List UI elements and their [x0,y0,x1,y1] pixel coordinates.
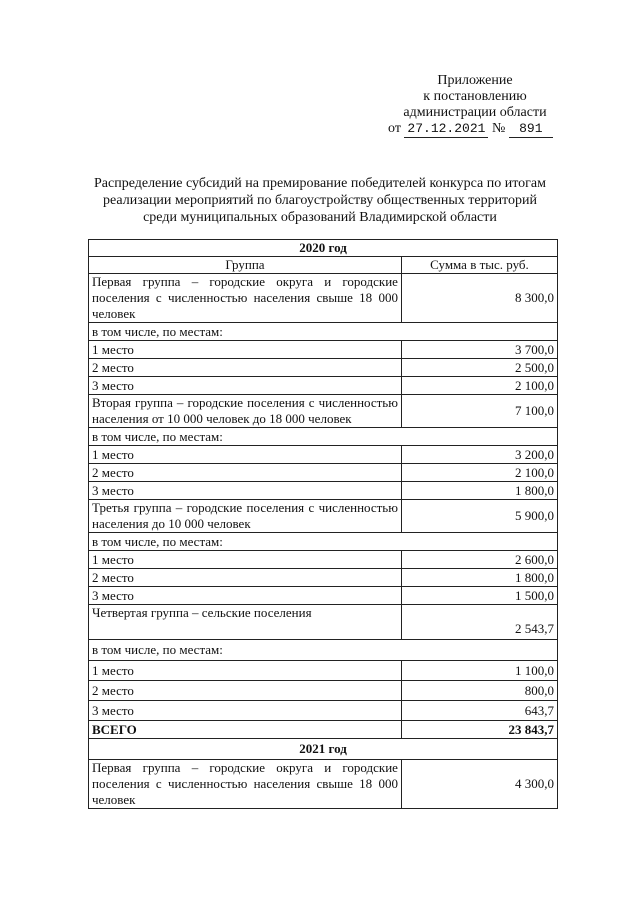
place-label: 1 место [89,661,402,681]
year-2020-header: 2020 год [89,240,558,257]
document-title [80,175,560,226]
appendix-subtitle: к постановлению [423,89,527,104]
total-sum: 23 843,7 [401,721,557,739]
order-line [380,121,570,138]
place-sum: 3 700,0 [401,341,557,359]
table-row [89,274,558,323]
table-row [89,500,558,533]
place-sum: 3 200,0 [401,446,557,464]
table-row [89,240,558,257]
table-row [89,551,558,569]
place-sum: 800,0 [401,681,557,701]
table-row [89,482,558,500]
group-description: Первая группа – городские округа и городские поселения с численностью населения свыше 18 000 человек [89,274,402,323]
place-label: 1 место [89,551,402,569]
order-date: 27.12.2021 [404,121,488,138]
subsidy-table [88,239,558,809]
group-description: Первая группа – городские округа и городские поселения с численностью населения свыше 18 000 человек [89,760,402,809]
place-label: 1 место [89,446,402,464]
number-label: № [491,121,506,136]
place-label: 2 место [89,464,402,482]
place-sum: 1 100,0 [401,661,557,681]
appendix-header [380,73,570,138]
table-row [89,640,558,661]
table-row [89,395,558,428]
place-sum: 2 100,0 [401,464,557,482]
table-row [89,721,558,739]
places-label: в том числе, по местам: [89,323,558,341]
group-sum: 4 300,0 [401,760,557,809]
group-description: Третья группа – городские поселения с численностью населения до 10 000 человек [89,500,402,533]
place-label: 3 место [89,482,402,500]
total-label: ВСЕГО [89,721,402,739]
places-label: в том числе, по местам: [89,533,558,551]
places-label: в том числе, по местам: [89,428,558,446]
appendix-title: Приложение [437,73,513,88]
place-sum: 2 100,0 [401,377,557,395]
group-sum: 2 543,7 [401,605,557,640]
places-label: в том числе, по местам: [89,640,558,661]
table-row [89,661,558,681]
group-sum: 5 900,0 [401,500,557,533]
column-header-sum: Сумма в тыс. руб. [401,257,557,274]
title-line-3: среди муниципальных образований Владимирской области [143,210,497,225]
table-row [89,760,558,809]
title-line-2: реализации мероприятий по благоустройству общественных территорий [103,193,537,208]
table-row [89,701,558,721]
group-sum: 7 100,0 [401,395,557,428]
order-number: 891 [509,121,553,138]
place-label: 2 место [89,359,402,377]
place-sum: 1 800,0 [401,482,557,500]
place-label: 3 место [89,587,402,605]
table-row [89,359,558,377]
table-row [89,605,558,640]
table-row [89,257,558,274]
group-description: Четвертая группа – сельские поселения [89,605,402,640]
table-row [89,681,558,701]
place-label: 2 место [89,569,402,587]
place-label: 3 место [89,701,402,721]
place-sum: 2 600,0 [401,551,557,569]
table-row [89,341,558,359]
table-row [89,323,558,341]
group-sum: 8 300,0 [401,274,557,323]
table-row [89,533,558,551]
column-header-group: Группа [89,257,402,274]
table-row [89,377,558,395]
table-row [89,428,558,446]
place-sum: 2 500,0 [401,359,557,377]
place-sum: 1 500,0 [401,587,557,605]
table-row [89,739,558,760]
place-label: 3 место [89,377,402,395]
place-label: 1 место [89,341,402,359]
table-row [89,569,558,587]
year-2021-header: 2021 год [89,739,558,760]
from-label: от [388,121,401,136]
table-row [89,446,558,464]
appendix-authority: администрации области [403,105,547,120]
table-row [89,587,558,605]
place-label: 2 место [89,681,402,701]
title-line-1: Распределение субсидий на премирование победителей конкурса по итогам [94,176,546,191]
place-sum: 1 800,0 [401,569,557,587]
group-description: Вторая группа – городские поселения с численностью населения от 10 000 человек до 18 000 человек [89,395,402,428]
table-row [89,464,558,482]
place-sum: 643,7 [401,701,557,721]
